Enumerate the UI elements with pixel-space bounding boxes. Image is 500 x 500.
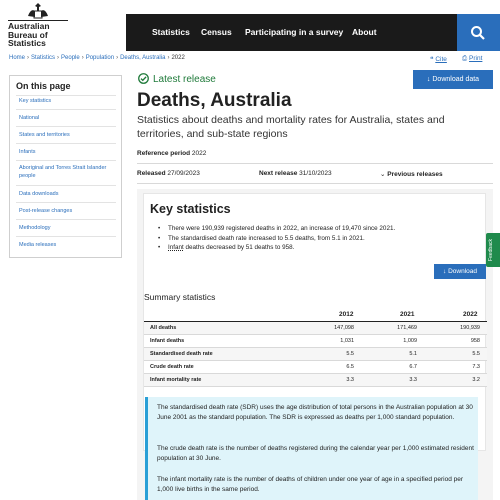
column-header: 2021	[400, 311, 415, 318]
column-header: 2012	[339, 311, 354, 318]
sidebar-item-aboriginal[interactable]: Aboriginal and Torres Strait Islander people	[19, 165, 107, 179]
sidebar-item-national[interactable]: National	[19, 115, 40, 121]
check-circle-icon	[138, 73, 149, 84]
cell-value: 5.5	[346, 351, 354, 357]
cell-value: 171,469	[397, 325, 417, 331]
coat-of-arms-icon	[25, 2, 51, 19]
abs-logo[interactable]	[8, 2, 68, 49]
sidebar-title: On this page	[16, 81, 71, 91]
key-stat-item: • The standardised death rate increased to 5.5 deaths, from 5.1 in 2021.	[158, 234, 478, 244]
header	[0, 0, 500, 51]
note-infant-mortality: The infant mortality rate is the number of deaths of children under one year of age in a specified period per 1,000 live births in the same period.	[157, 476, 464, 493]
table-row	[144, 335, 487, 348]
breadcrumb-deaths-australia[interactable]: Deaths, Australia	[120, 55, 166, 61]
key-statistics-title: Key statistics	[150, 202, 231, 216]
reference-period	[137, 150, 206, 157]
print-label: Print	[469, 55, 483, 62]
reference-period-value: 2022	[191, 150, 207, 157]
row-label: Crude death rate	[150, 364, 194, 370]
definitions-note	[145, 397, 478, 500]
sidebar-item-media-releases[interactable]: Media releases	[19, 242, 57, 248]
nav-census[interactable]: Census	[201, 27, 232, 37]
breadcrumb-population[interactable]: Population	[85, 55, 115, 61]
note-sdr: The standardised death rate (SDR) uses the age distribution of total persons in the Australian population at 30 June 2001 as the standard population. The SDR is expressed as deaths per 1,000 standard population.	[157, 404, 473, 421]
arrow-down-icon: ↓	[426, 76, 431, 83]
quote-icon: ❝	[430, 56, 434, 63]
search-button[interactable]	[457, 14, 500, 51]
released-info	[137, 170, 200, 177]
download-button[interactable]	[434, 264, 486, 279]
breadcrumb: Home › Statistics › People › Population › Deaths, Australia › 2022	[9, 55, 185, 61]
on-this-page-nav	[9, 75, 122, 258]
key-stat-item: • There were 190,939 registered deaths in 2022, an increase of 19,470 since 2021.	[158, 224, 478, 234]
summary-table	[144, 308, 487, 387]
key-stat-item-rest: deaths decreased by 51 deaths to 958.	[183, 244, 295, 251]
cell-value: 5.1	[409, 351, 417, 357]
breadcrumb-people[interactable]: People	[61, 55, 80, 61]
previous-releases-label: Previous releases	[387, 171, 443, 178]
nav-participating[interactable]: Participating in a survey	[245, 27, 344, 37]
page-subtitle: Statistics about deaths and mortality rates for Australia, states and territories, and sub-state regions	[137, 114, 445, 140]
next-release-label: Next release	[259, 170, 298, 177]
logo-line-1: Australian	[8, 21, 50, 31]
search-icon	[470, 25, 486, 41]
page-title: Deaths, Australia	[137, 90, 292, 111]
cell-value: 147,098	[334, 325, 354, 331]
table-row	[144, 322, 487, 335]
cell-value: 1,009	[403, 338, 417, 344]
breadcrumb-home[interactable]: Home	[9, 55, 26, 61]
reference-period-label: Reference period	[137, 150, 191, 157]
row-label: Infant deaths	[150, 338, 185, 344]
cell-value: 6.5	[346, 364, 354, 370]
column-header: 2022	[463, 311, 478, 318]
chevron-down-icon: ⌄	[380, 171, 386, 178]
table-row	[144, 361, 487, 374]
logo-line-3: Statistics	[8, 38, 46, 49]
sidebar-item-post-release[interactable]: Post-release changes	[19, 208, 73, 214]
row-label: Standardised death rate	[150, 351, 213, 357]
previous-releases-toggle[interactable]	[380, 170, 443, 178]
download-data-button[interactable]	[413, 70, 493, 89]
row-label: Infant mortality rate	[150, 377, 202, 383]
main-nav	[126, 14, 500, 51]
cell-value: 1,031	[340, 338, 354, 344]
released-label: Released	[137, 170, 166, 177]
next-release-date: 31/10/2023	[299, 170, 332, 177]
cite-label: Cite	[435, 56, 447, 63]
cell-value: 7.3	[472, 364, 480, 370]
sidebar-item-infants[interactable]: Infants	[19, 149, 36, 155]
cell-value: 3.3	[346, 377, 354, 383]
sidebar-item-key-statistics[interactable]: Key statistics	[19, 98, 52, 104]
infant-term-link[interactable]: Infant	[168, 244, 184, 251]
key-statistics-section	[137, 189, 493, 500]
download-data-label: Download data	[432, 76, 480, 83]
print-link[interactable]	[462, 55, 482, 63]
nav-statistics[interactable]: Statistics	[152, 27, 190, 37]
key-statistics-list	[158, 224, 478, 253]
breadcrumb-current: 2022	[171, 55, 185, 61]
sidebar-item-data-downloads[interactable]: Data downloads	[19, 191, 59, 197]
breadcrumb-statistics[interactable]: Statistics	[31, 55, 56, 61]
table-row	[144, 374, 487, 387]
cite-link[interactable]	[430, 55, 447, 63]
table-row	[144, 348, 487, 361]
cell-value: 190,939	[460, 325, 480, 331]
feedback-label: Feedback	[487, 239, 494, 261]
sidebar-item-methodology[interactable]: Methodology	[19, 225, 51, 231]
note-crude-death-rate: The crude death rate is the number of deaths registered during the calendar year per 1,000 estimated resident population at 30 June.	[157, 445, 474, 462]
download-label: Download	[448, 268, 477, 275]
latest-release-label: Latest release	[153, 74, 216, 85]
sidebar-item-states[interactable]: States and territories	[19, 132, 70, 138]
nav-about[interactable]: About	[352, 27, 377, 37]
next-release-info	[259, 170, 332, 177]
key-stat-item	[158, 243, 478, 253]
arrow-down-icon: ↓	[443, 268, 447, 275]
summary-statistics-title: Summary statistics	[144, 292, 216, 302]
table-header	[144, 308, 487, 322]
cell-value: 6.7	[409, 364, 417, 370]
cell-value: 3.2	[472, 377, 480, 383]
release-info	[137, 163, 493, 184]
row-label: All deaths	[150, 325, 177, 331]
logo-line-2: Bureau of	[8, 29, 48, 40]
cell-value: 958	[470, 338, 480, 344]
printer-icon: ⎙	[462, 55, 468, 62]
feedback-tab[interactable]	[486, 233, 500, 267]
cell-value: 5.5	[472, 351, 480, 357]
cell-value: 3.3	[409, 377, 417, 383]
released-date: 27/09/2023	[167, 170, 200, 177]
